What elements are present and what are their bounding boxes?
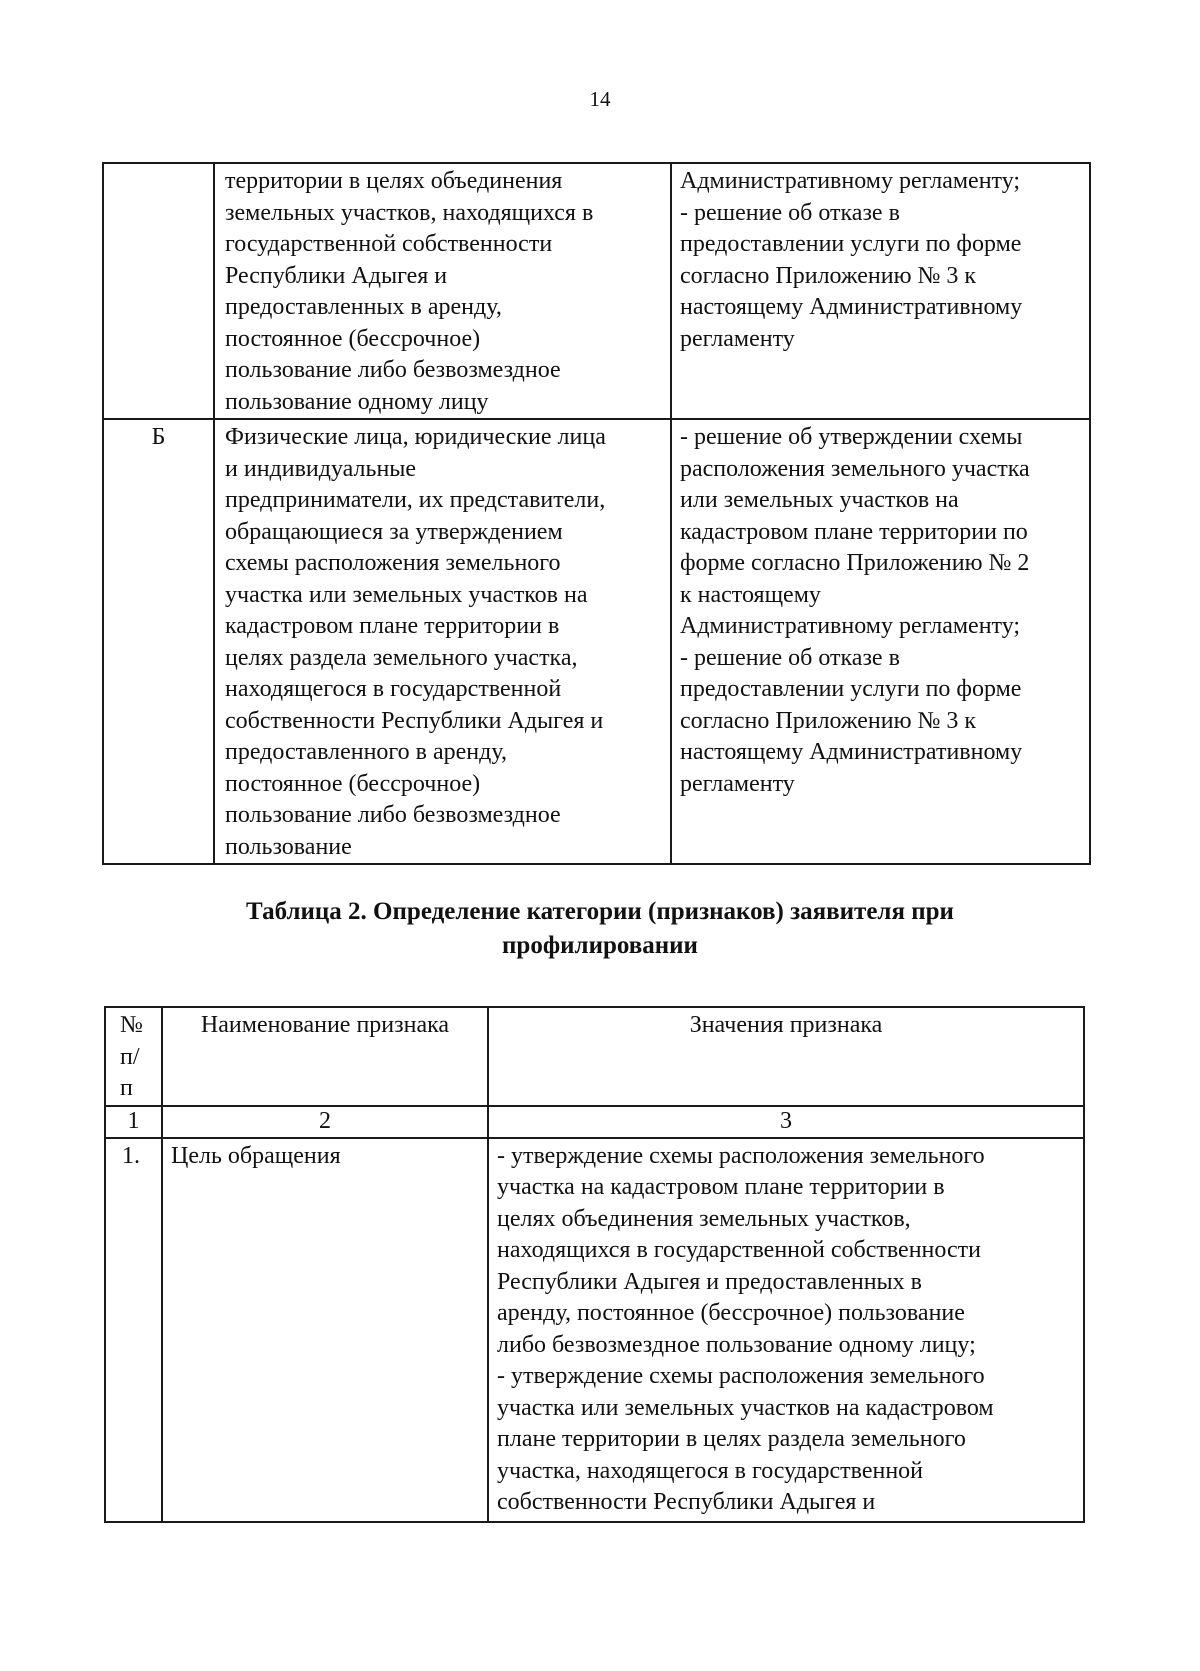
row-number-cell: 1. [105, 1138, 162, 1522]
text-line: постоянное (бессрочное) [225, 325, 481, 352]
result-cell [671, 419, 1090, 864]
text-line: предоставлении услуги по форме [680, 231, 1022, 257]
text-line: расположения земельного участка [680, 455, 1030, 482]
text-line: пользование либо безвозмездное [225, 357, 561, 383]
text-line: Административному регламенту; [680, 613, 1021, 639]
header-line: п [120, 1075, 133, 1101]
header-num-cell [105, 1007, 162, 1106]
text-line: государственной собственности [225, 231, 553, 257]
text-line: аренду, постоянное (бессрочное) пользование [497, 1300, 965, 1326]
applicant-description-cell [214, 163, 671, 419]
text-line: участка или земельных участков на [225, 581, 588, 608]
header-value-cell: Значения признака [488, 1007, 1084, 1106]
text-line: либо безвозмездное пользование одному лицу; [497, 1331, 976, 1358]
text-line: пользование [225, 833, 352, 860]
criterion-name-cell: Цель обращения [162, 1138, 488, 1522]
text-line: предоставлении услуги по форме [680, 676, 1022, 702]
text-line: настоящему Административному [680, 739, 1023, 765]
title-line: профилировании [502, 932, 698, 959]
text-line: схемы расположения земельного [225, 550, 561, 576]
applicant-criteria-table [104, 1006, 1085, 1523]
text-line: согласно Приложению № 3 к [680, 707, 977, 734]
column-number-cell: 3 [488, 1106, 1084, 1138]
text-line: регламенту [680, 770, 795, 797]
text-line: находящегося в государственной [225, 676, 562, 702]
text-line: кадастровом плане территории по [680, 518, 1028, 545]
header-line: № [120, 1012, 143, 1038]
text-line: территории в целях объединения [225, 168, 563, 194]
text-line: обращающиеся за утверждением [225, 518, 563, 545]
table-title [100, 895, 1100, 963]
text-line: форме согласно Приложению № 2 [680, 550, 1030, 576]
text-line: и индивидуальные [225, 455, 417, 482]
criterion-value-cell [488, 1138, 1084, 1522]
title-line: Таблица 2. Определение категории (признаков) заявителя при [246, 898, 954, 925]
text-line: находящихся в государственной собственности [497, 1237, 981, 1263]
text-line: к настоящему [680, 581, 821, 608]
text-line: настоящему Административному [680, 294, 1023, 320]
applicant-description-cell [214, 419, 671, 864]
text-line: собственности Республики Адыгея и [497, 1489, 876, 1515]
text-line: участка, находящегося в государственной [497, 1457, 923, 1484]
text-line: земельных участков, находящихся в [225, 199, 594, 226]
text-line: плане территории в целях раздела земельного [497, 1426, 966, 1452]
text-line: кадастровом плане территории в [225, 613, 560, 639]
header-line: п/ [120, 1043, 140, 1070]
text-line: целях объединения земельных участков, [497, 1205, 911, 1232]
text-line: пользование одному лицу [225, 388, 489, 415]
column-number-row [105, 1106, 1084, 1138]
text-line: предоставленного в аренду, [225, 739, 507, 765]
result-cell [671, 163, 1090, 419]
category-cell: Б [103, 419, 214, 864]
text-line: участка или земельных участков на кадастровом [497, 1394, 994, 1421]
text-line: постоянное (бессрочное) [225, 770, 481, 797]
text-line: участка на кадастровом плане территории в [497, 1174, 945, 1200]
table-row [103, 163, 1090, 419]
text-line: Республики Адыгея и предоставленных в [497, 1268, 922, 1295]
table-row [103, 419, 1090, 864]
text-line: - утверждение схемы расположения земельного [497, 1142, 985, 1169]
category-cell [103, 163, 214, 419]
text-line: Физические лица, юридические лица [225, 424, 606, 450]
header-row [105, 1007, 1084, 1106]
applicant-results-table [102, 162, 1091, 865]
text-line: - утверждение схемы расположения земельного [497, 1363, 985, 1389]
table-row [105, 1138, 1084, 1522]
text-line: - решение об отказе в [680, 199, 900, 226]
column-number-cell: 2 [162, 1106, 488, 1138]
text-line: собственности Республики Адыгея и [225, 707, 604, 734]
text-line: предоставленных в аренду, [225, 294, 502, 320]
text-line: пользование либо безвозмездное [225, 802, 561, 828]
text-line: регламенту [680, 325, 795, 352]
text-line: или земельных участков на [680, 487, 959, 513]
column-number-cell: 1 [105, 1106, 162, 1138]
text-line: предприниматели, их представители, [225, 487, 606, 513]
text-line: - решение об утверждении схемы [680, 424, 1023, 450]
header-name-cell: Наименование признака [162, 1007, 488, 1106]
text-line: целях раздела земельного участка, [225, 644, 578, 671]
text-line: Республики Адыгея и [225, 262, 448, 289]
text-line: Административному регламенту; [680, 168, 1021, 194]
text-line: - решение об отказе в [680, 644, 900, 671]
page-number: 14 [589, 87, 611, 111]
text-line: согласно Приложению № 3 к [680, 262, 977, 289]
